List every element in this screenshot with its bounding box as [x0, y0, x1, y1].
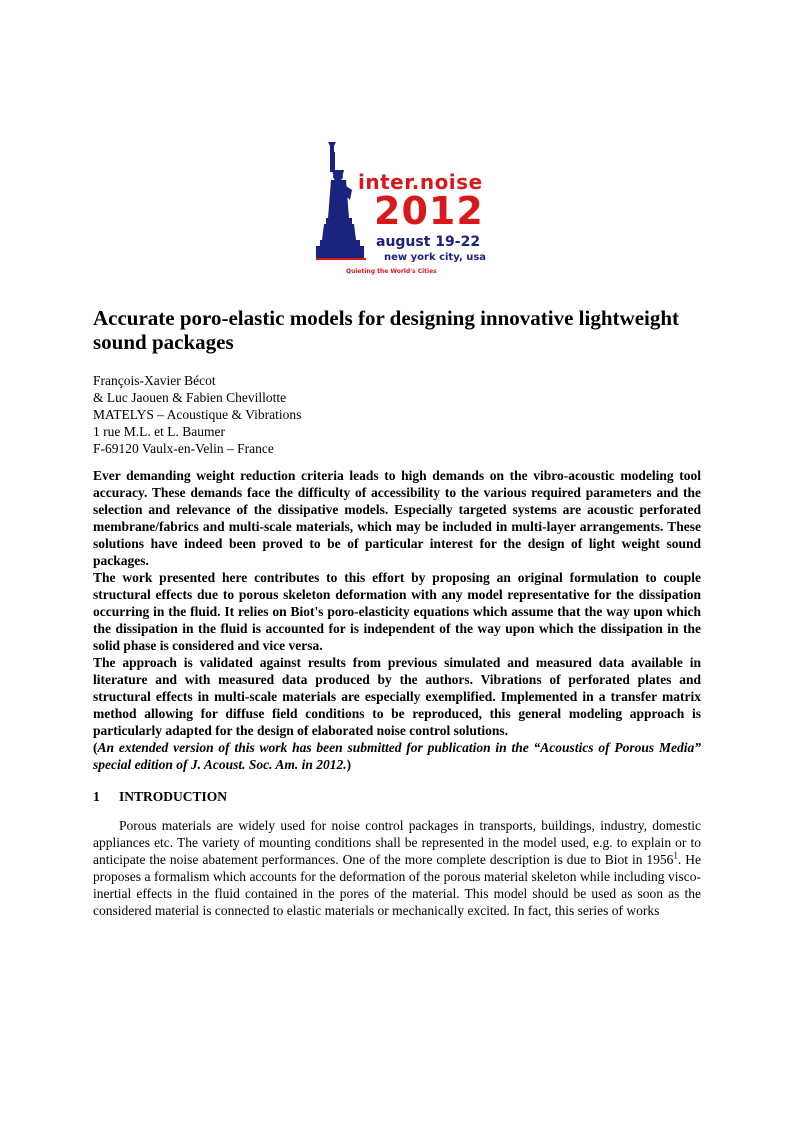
logo-tagline: Quieting the World's Cities: [346, 268, 437, 275]
abstract: [93, 467, 701, 773]
address-line: F-69120 Vaulx-en-Velin – France: [93, 441, 274, 456]
abstract-paragraph: The approach is validated against results from previous simulated and measured data available in literature and with measured data produced by the authors. Vibrations of perforated plates and structural effects in multi-scale materials are especially exemplified. Implemented in a transfer matrix method allowing for diffuse field conditions to be reproduced, this general modeling approach is particularly adapted for the design of elaborated noise control solutions.: [93, 655, 701, 738]
author-line: François-Xavier Bécot: [93, 373, 216, 388]
section-heading: [93, 789, 701, 805]
intro-text: Porous materials are widely used for noise control packages in transports, buildings, industry, domestic appliances etc. The variety of mounting conditions shall be represented in the model used, e.g. to explain or to anticipate the noise abatement performances. One of the more complete description is due to Biot in 1956: [93, 818, 701, 867]
reference-marker: 1: [673, 850, 678, 861]
logo-city: new york city, usa: [384, 252, 487, 263]
logo-word: inter.noise: [358, 170, 483, 194]
affiliation-line: MATELYS – Acoustique & Vibrations: [93, 407, 302, 422]
statue-of-liberty-icon: [316, 140, 366, 265]
paper-title: Accurate poro-elastic models for designing innovative lightweight sound packages: [93, 306, 680, 354]
logo-year: 2012: [374, 189, 484, 233]
abstract-note: (An extended version of this work has been submitted for publication in the “Acoustics of Porous Media” special edition of J. Acoust. Soc. Am. in 2012.): [93, 740, 701, 772]
author-line: & Luc Jaouen & Fabien Chevillotte: [93, 390, 287, 405]
section-number: 1: [93, 789, 100, 804]
paper-content: [93, 306, 701, 919]
conference-logo: [310, 140, 495, 280]
logo-dates: august 19-22: [376, 234, 481, 250]
intro-paragraph: [93, 817, 701, 919]
abstract-paragraph: The work presented here contributes to this effort by proposing an original formulation to couple structural effects due to porous skeleton deformation with any model representative for the dissipation occurring in the fluid. It relies on Biot's poro-elasticity equations which assume that the way upon which the dissipation in the fluid is accounted for is independent of the way upon which the dissipation in the solid phase is considered and vice versa.: [93, 570, 701, 653]
address-line: 1 rue M.L. et L. Baumer: [93, 424, 225, 439]
abstract-paragraph: Ever demanding weight reduction criteria leads to high demands on the vibro-acoustic modeling tool accuracy. These demands face the difficulty of accessibility to the various required parameters and the selection and relevance of the dissipative models. Especially targeted systems are acoustic perforated membrane/fabrics and multi-scale materials, which may be included in multi-layer arrangements. These solutions have indeed been proved to be of particular interest for the design of light weight sound packages.: [93, 468, 701, 568]
intro-text-cont: . He proposes a formalism which accounts for the deformation of the porous material skeleton while including visco-inertial effects in the fluid contained in the pores of the material. This model should be used as soon as the considered material is connected to elastic materials or mechanically excited. In fact, this series of works: [93, 852, 701, 918]
author-block: [93, 372, 701, 457]
abstract-note-text: An extended version of this work has been submitted for publication in the “Acoustics of Porous Media” special edition of J. Acoust. Soc. Am. in 2012.: [93, 740, 701, 772]
section-title: INTRODUCTION: [119, 789, 228, 804]
